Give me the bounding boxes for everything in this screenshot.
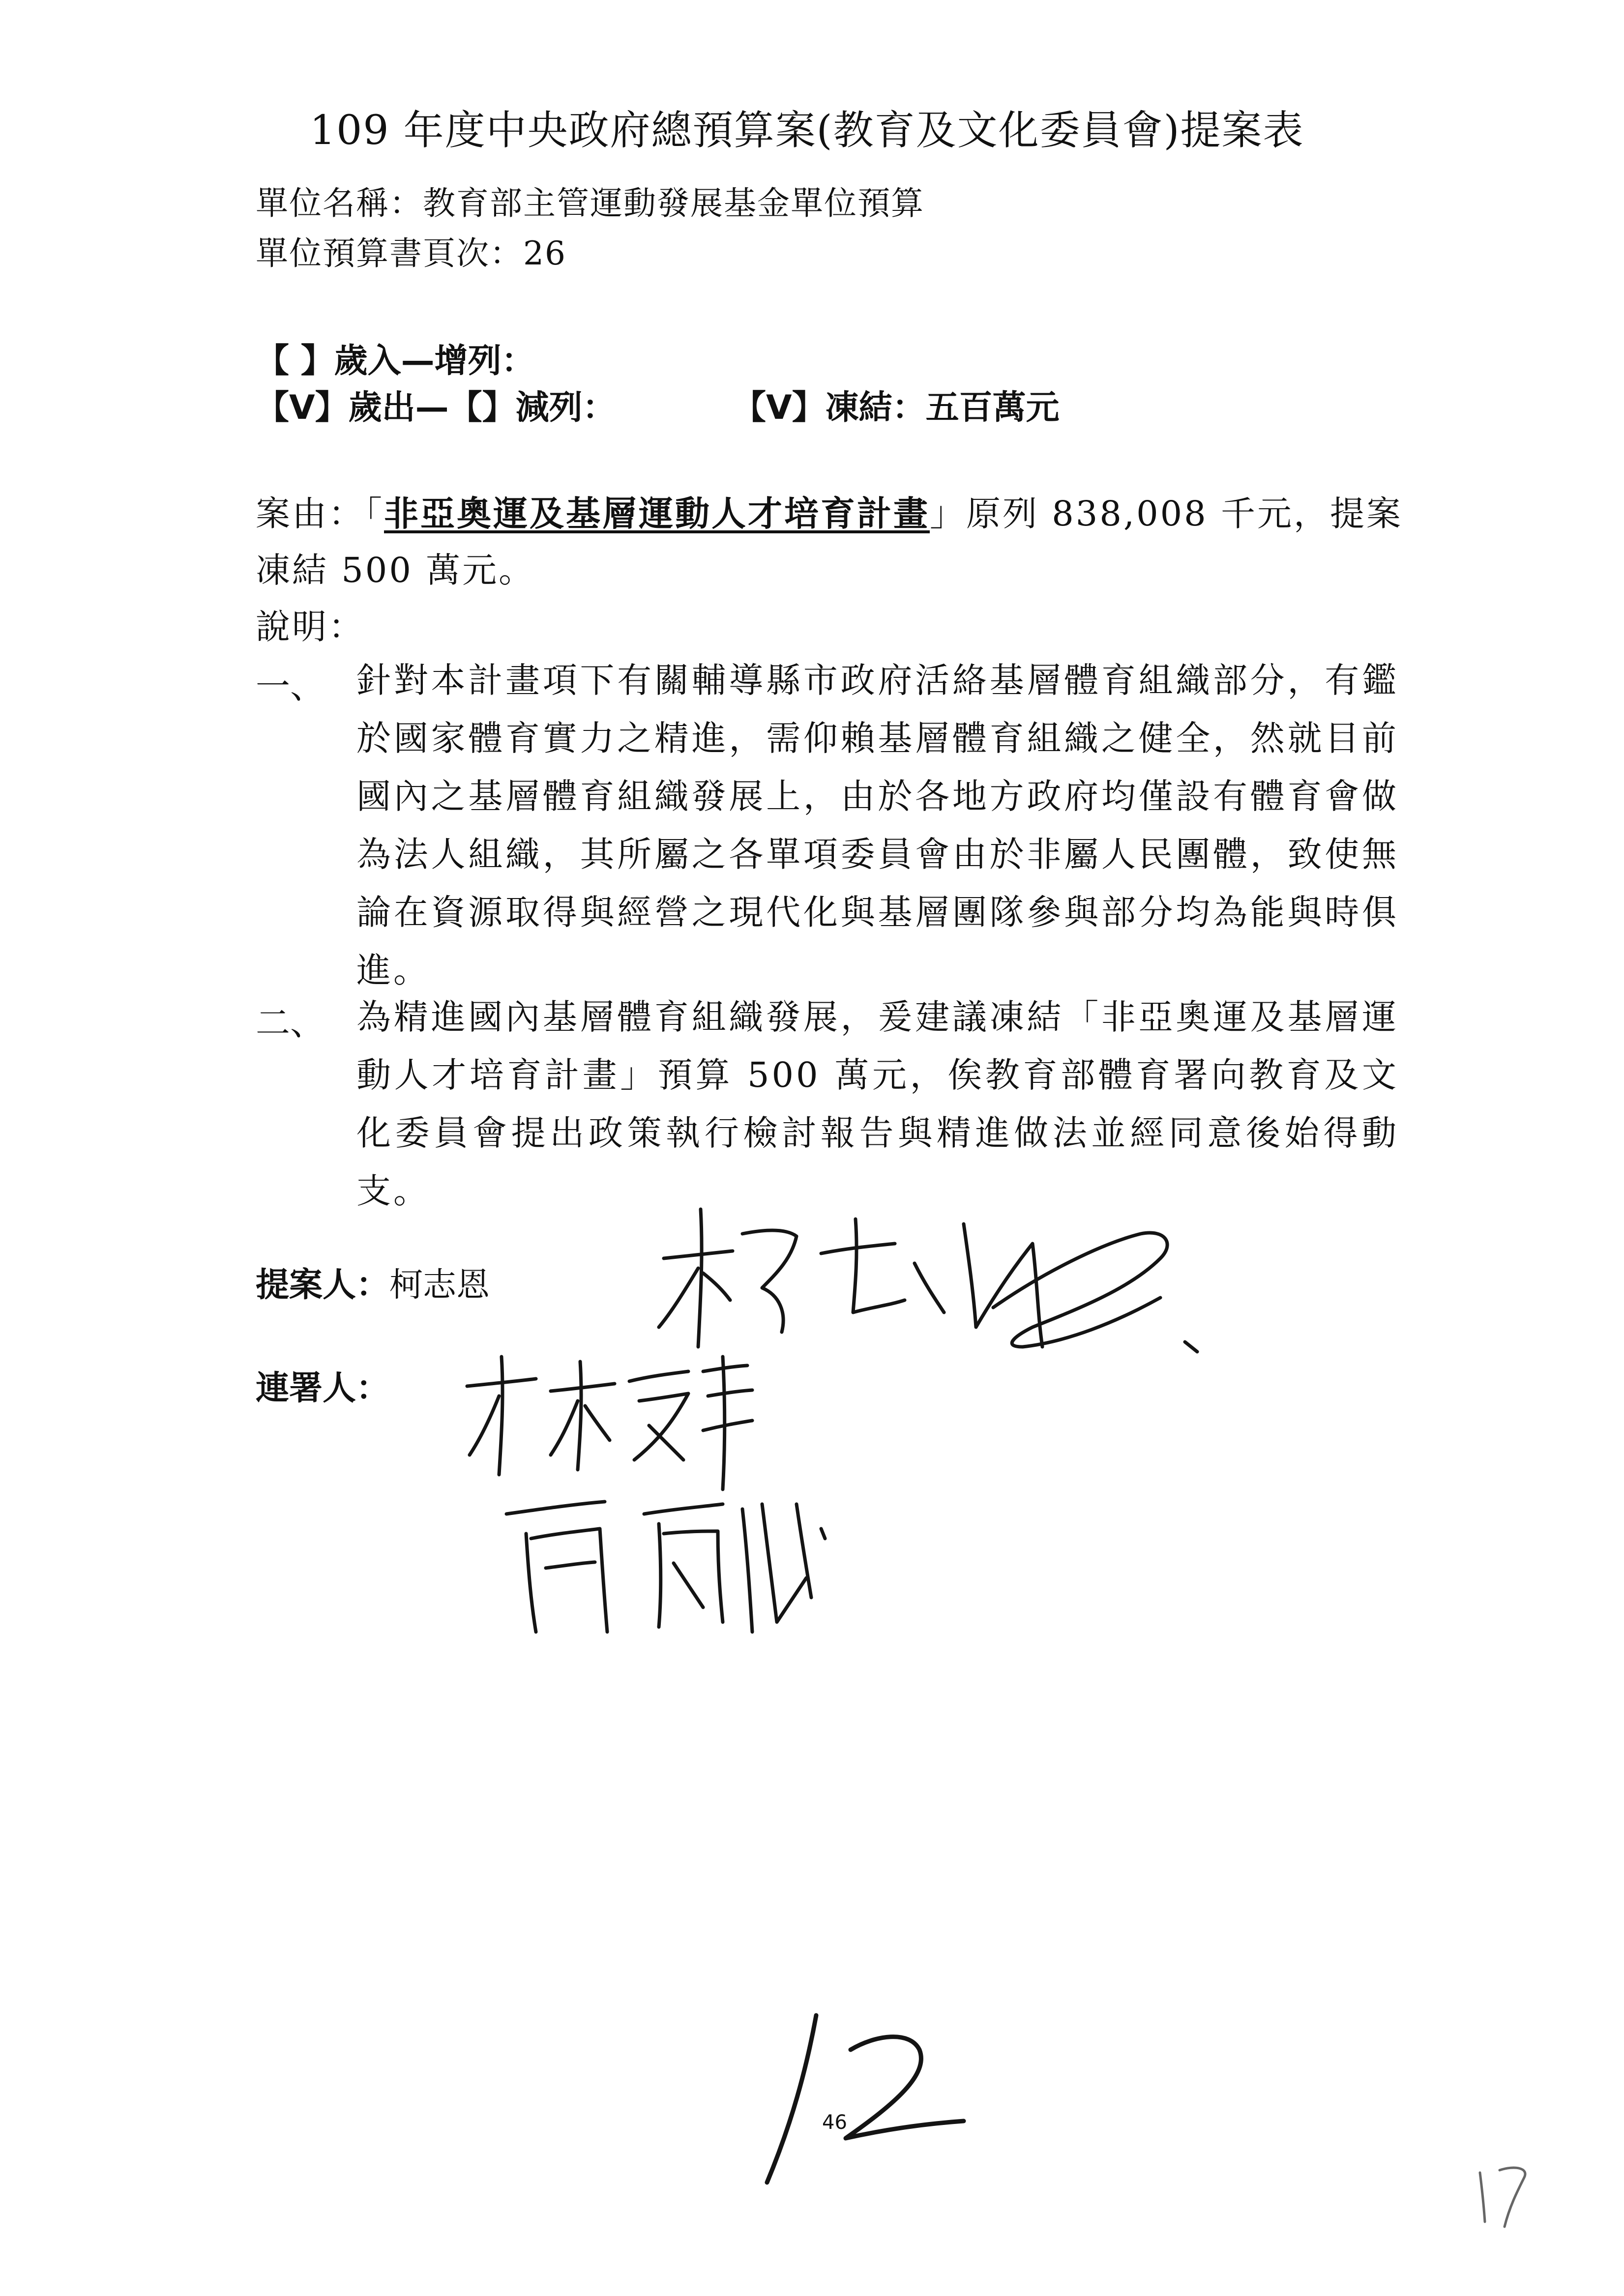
case-line-2: 凍結 500 萬元。 xyxy=(256,550,535,590)
proposer-signature xyxy=(649,1199,1214,1366)
item-number-1: 一、 xyxy=(256,666,325,706)
cosigner-signature-2 xyxy=(497,1484,841,1642)
page-reference: 單位預算書頁次：26 xyxy=(256,234,566,272)
expenditure-option: 【V】歲出—【】減列： xyxy=(256,388,616,427)
handwritten-page-mark xyxy=(747,2005,974,2187)
case-label: 案由：「 xyxy=(256,494,384,534)
proposer-row xyxy=(256,1258,490,1306)
page-title: 109 年度中央政府總預算案(教育及文化委員會)提案表 xyxy=(310,107,1304,154)
item-number-2: 二、 xyxy=(256,1003,325,1043)
item-text-2: 為精進國內基層體育組織發展，爰建議凍結「非亞奧運及基層運動人才培育計畫」預算 500 萬元，俟教育部體育署向教育及文化委員會提出政策執行檢討報告與精進做法並經同意後始得動支。 xyxy=(356,997,1399,1211)
revenue-option: 【 】歲入—增列： xyxy=(256,342,535,380)
corner-handwritten-mark xyxy=(1470,2158,1544,2232)
cosigner-label: 連署人： xyxy=(256,1369,390,1408)
page-number: 46 xyxy=(822,2111,847,2134)
cosigner-signature-1 xyxy=(462,1352,757,1499)
item-text-1: 針對本計畫項下有關輔導縣市政府活絡基層體育組織部分，有鑑於國家體育實力之精進，需仰賴基層體育組織之健全，然就目前國內之基層體育組織發展上，由於各地方政府均僅設有體育會做為法人組織，其所屬之各單項委員會由於非屬人民團體，致使無論在資源取得與經營之現代化與基層團隊參與部分均為能與時俱進。 xyxy=(356,660,1399,990)
case-amount: 」原列 838,008 千元，提案 xyxy=(930,494,1403,534)
explanation-label: 說明： xyxy=(256,607,365,647)
freeze-option: 【V】凍結：五百萬元 xyxy=(733,388,1060,427)
unit-name: 單位名稱：教育部主管運動發展基金單位預算 xyxy=(256,184,924,222)
case-line-1 xyxy=(256,484,1403,543)
proposer-name: 柯志恩 xyxy=(389,1266,490,1305)
proposer-label: 提案人： xyxy=(256,1266,390,1305)
project-name: 非亞奧運及基層運動人才培育計畫 xyxy=(384,494,930,534)
